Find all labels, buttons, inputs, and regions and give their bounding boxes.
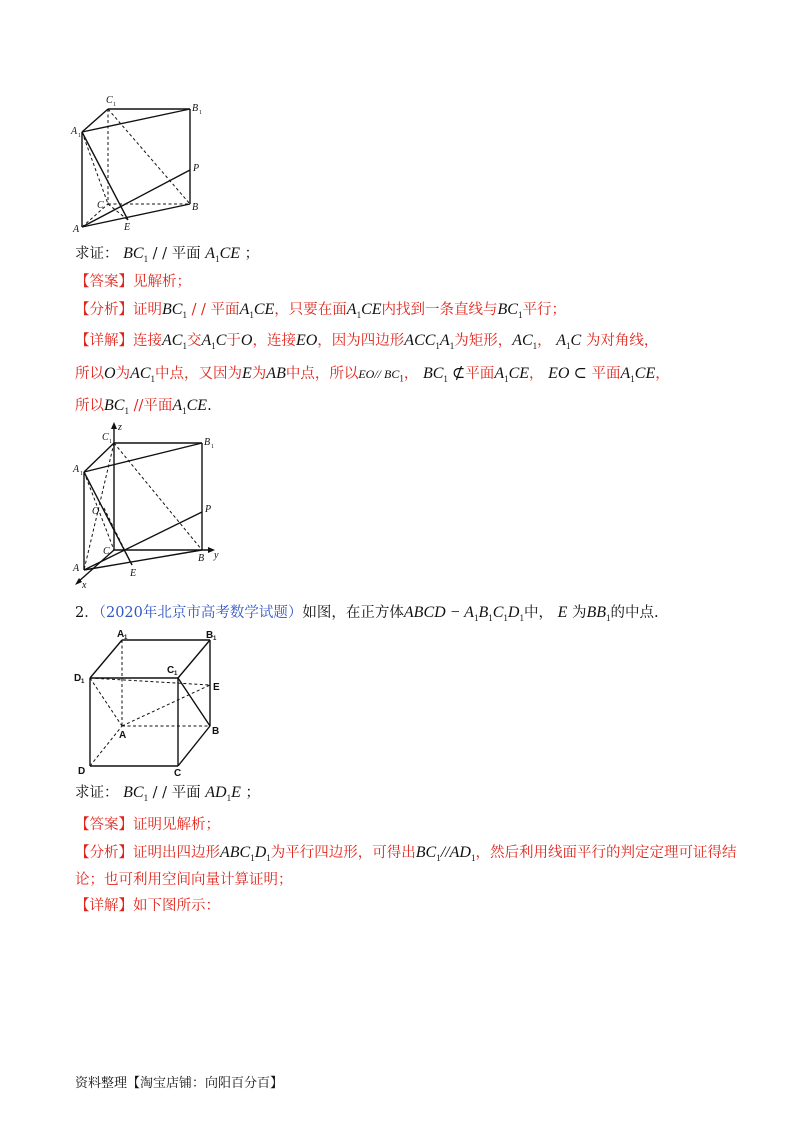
proof-line-2: 求证： $BC_1$ / / 平面 $AD_1E$ ； xyxy=(75,784,260,804)
problem-2-line: 2．（2020年北京市高考数学试题）如图，在正方体ABCD − $A_1B_1C_1D_1$中， E 为$BB_1$的中点. xyxy=(75,604,659,624)
label-p: P xyxy=(205,504,212,515)
label-a1: A xyxy=(117,629,125,640)
answer-line-1: 【答案】见解析； xyxy=(75,274,191,290)
label-c1: C xyxy=(106,95,113,106)
svg-text:1: 1 xyxy=(81,679,85,685)
label-c: C xyxy=(174,768,182,778)
detail-line-3: 所以$BC_1$ //平面$A_1CE$. xyxy=(75,397,212,417)
label-b: B xyxy=(212,726,220,737)
svg-text:1: 1 xyxy=(213,636,217,642)
svg-text:1: 1 xyxy=(199,110,202,116)
figure-prism-2 xyxy=(70,420,240,595)
detail-line-2-intro: 【详解】如下图所示： xyxy=(75,898,220,914)
label-a: A xyxy=(73,563,80,574)
label-e: E xyxy=(213,682,220,693)
svg-text:1: 1 xyxy=(174,671,178,677)
label-p: P xyxy=(193,163,200,174)
label-e: E xyxy=(124,222,131,233)
label-b1: B xyxy=(192,103,199,114)
svg-text:1: 1 xyxy=(124,635,128,641)
figure-prism-1 xyxy=(70,92,220,242)
label-d: D xyxy=(78,766,86,777)
label-c1: C xyxy=(167,665,175,676)
label-e: E xyxy=(130,568,137,579)
label-c: C xyxy=(103,546,110,557)
svg-text:1: 1 xyxy=(80,471,83,477)
detail-line-2: 所以O为$AC_1$中点，又因为E为AB中点，所以EO// $BC_1$， $BC_1$ ⊄平面$A_1CE$， EO ⊂ 平面$A_1CE$， xyxy=(75,365,670,385)
label-c: C xyxy=(97,200,104,211)
label-a1: A xyxy=(71,126,78,137)
analysis-line-2a: 【分析】证明出四边形$ABC_1D_1$为平行四边形，可得出$BC_1//AD_1$，然后利用线面平行的判定定理可证得结 xyxy=(75,844,737,864)
svg-text:1: 1 xyxy=(113,102,116,108)
label-a1: A xyxy=(73,464,80,475)
detail-line-1: 【详解】连接$AC_1$交$A_1C$于O，连接EO，因为四边形$ACC_1A_1$为矩形，$AC_1$， $A_1C$ 为对角线， xyxy=(75,332,659,352)
label-b1: B xyxy=(204,437,211,448)
analysis-line-1: 【分析】证明$BC_1$ / / 平面$A_1CE$，只要在面$A_1CE$内找到一条直线与$BC_1$平行； xyxy=(75,301,566,321)
svg-text:1: 1 xyxy=(211,444,214,450)
label-y: y xyxy=(214,550,219,561)
label-z: z xyxy=(118,422,122,433)
svg-text:1: 1 xyxy=(109,439,112,445)
analysis-line-2b: 论；也可利用空间向量计算证明； xyxy=(75,872,293,888)
svg-text:1: 1 xyxy=(78,133,81,139)
label-x: x xyxy=(82,580,87,591)
label-b: B xyxy=(198,553,205,564)
label-b1: B xyxy=(206,630,214,641)
proof-line-1: 求证： $BC_1$ / / 平面 $A_1CE$ ； xyxy=(75,245,260,265)
figure-cube xyxy=(70,628,240,778)
answer-line-2: 【答案】证明见解析； xyxy=(75,817,220,833)
label-a: A xyxy=(73,224,80,235)
label-a: A xyxy=(119,730,127,741)
footer-source: 资料整理【淘宝店铺：向阳百分百】 xyxy=(75,1076,284,1091)
label-o: O xyxy=(92,506,100,517)
label-b: B xyxy=(192,202,199,213)
label-c1: C xyxy=(102,432,109,443)
label-d1: D xyxy=(74,673,82,684)
